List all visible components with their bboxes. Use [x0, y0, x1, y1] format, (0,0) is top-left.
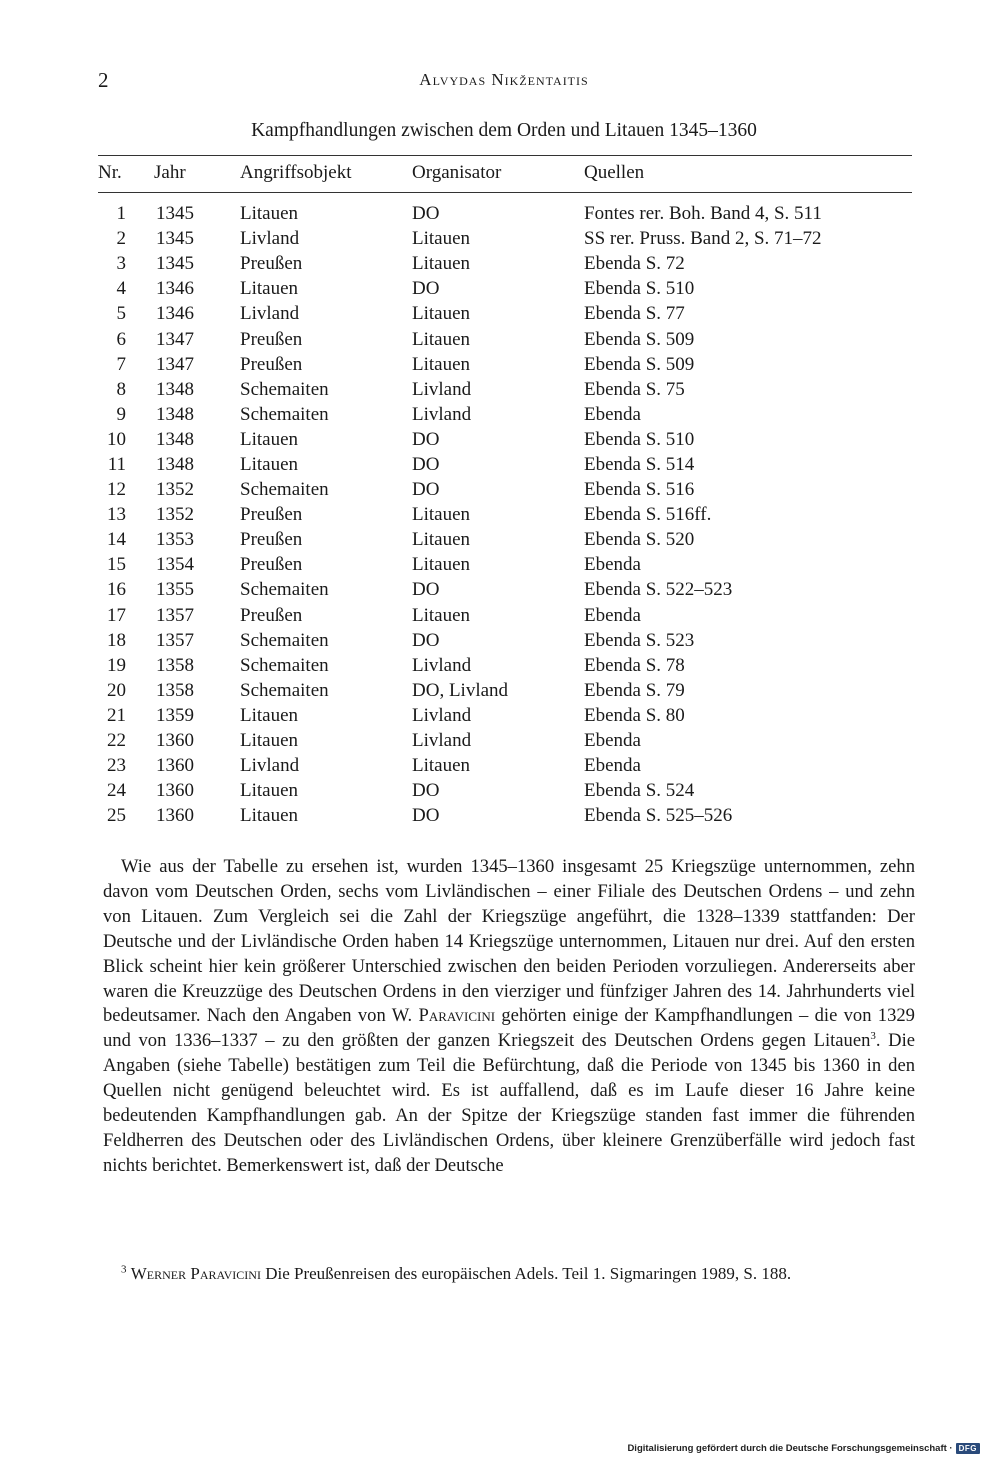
- cell-organisator: Litauen: [412, 328, 471, 350]
- table-row: [98, 653, 912, 678]
- cell-nr: 21: [107, 704, 126, 726]
- table-header: [98, 156, 912, 193]
- cell-jahr: 1352: [156, 479, 194, 501]
- cell-organisator: Litauen: [412, 604, 471, 626]
- cell-angriffsobjekt: Livland: [240, 228, 300, 250]
- cell-nr: 4: [116, 278, 126, 300]
- cell-quellen: Ebenda S. 524: [584, 780, 695, 802]
- cell-jahr: 1348: [156, 378, 194, 400]
- cell-quellen: Ebenda: [584, 604, 641, 626]
- cell-nr: 19: [107, 654, 126, 676]
- cell-nr: 11: [107, 453, 126, 475]
- cell-angriffsobjekt: Schemaiten: [240, 629, 329, 651]
- body-text-part-3: . Die Angaben (siehe Tabelle) bestätigen zum Teil die Befürchtung, daß die Periode von 1345 bis 1360 in den Quellen nicht genügend beleuchtet wird. Es ist auffallend, daß es im Laufe dieser 16 Jahre keine bedeutenden Kampfhandlungen gab. An der Spitze der Kriegszüge standen fast immer die führenden Feldherren des Deutschen oder des Livländischen Ordens, über kleinere Grenzüberfälle wird jedoch fast nichts berichtet. Bemerkenswert ist, daß der Deutsche: [103, 1030, 915, 1176]
- cell-jahr: 1358: [156, 679, 194, 701]
- dfg-logo-icon: DFG: [956, 1443, 980, 1454]
- cell-jahr: 1360: [156, 780, 194, 802]
- cell-angriffsobjekt: Preußen: [240, 504, 303, 526]
- cell-angriffsobjekt: Schemaiten: [240, 403, 329, 425]
- cell-nr: 15: [107, 554, 126, 576]
- table-row: [98, 326, 912, 351]
- table-row: [98, 427, 912, 452]
- table-row: [98, 301, 912, 326]
- cell-jahr: 1346: [156, 303, 194, 325]
- cell-quellen: Ebenda S. 72: [584, 253, 685, 275]
- digitization-credit: [627, 1443, 980, 1454]
- cell-organisator: Litauen: [412, 253, 471, 275]
- cell-jahr: 1357: [156, 629, 194, 651]
- cell-organisator: DO: [412, 805, 440, 827]
- cell-nr: 1: [116, 203, 126, 225]
- cell-organisator: Litauen: [412, 529, 471, 551]
- cell-organisator: Litauen: [412, 228, 471, 250]
- cell-organisator: DO: [412, 780, 440, 802]
- cell-organisator: DO: [412, 479, 440, 501]
- cell-angriffsobjekt: Preußen: [240, 328, 303, 350]
- column-header-quellen: Quellen: [584, 156, 912, 193]
- body-paragraph: [103, 855, 915, 1179]
- cell-angriffsobjekt: Preußen: [240, 604, 303, 626]
- cell-angriffsobjekt: Schemaiten: [240, 654, 329, 676]
- cell-nr: 10: [107, 428, 126, 450]
- table-row: [98, 603, 912, 628]
- table-row: [98, 728, 912, 753]
- table-row: [98, 502, 912, 527]
- cell-angriffsobjekt: Schemaiten: [240, 579, 329, 601]
- cell-jahr: 1347: [156, 328, 194, 350]
- footnote-reference: 3: [870, 1030, 876, 1043]
- cell-quellen: Ebenda S. 523: [584, 629, 695, 651]
- cell-angriffsobjekt: Litauen: [240, 730, 299, 752]
- cell-quellen: Ebenda S. 520: [584, 529, 695, 551]
- cell-quellen: Ebenda S. 509: [584, 328, 695, 350]
- column-header-angriffsobjekt: Angriffsobjekt: [240, 156, 412, 193]
- author-name-small-caps: Paravicini: [418, 1005, 496, 1027]
- running-head: Alvydas Nikžentaitis: [419, 70, 589, 89]
- cell-quellen: Ebenda S. 77: [584, 303, 685, 325]
- cell-nr: 12: [107, 479, 126, 501]
- cell-angriffsobjekt: Livland: [240, 755, 300, 777]
- cell-jahr: 1347: [156, 353, 194, 375]
- table-header-row: [98, 156, 912, 193]
- cell-quellen: Ebenda S. 510: [584, 428, 695, 450]
- cell-organisator: Litauen: [412, 554, 471, 576]
- cell-angriffsobjekt: Schemaiten: [240, 378, 329, 400]
- table-row: [98, 552, 912, 577]
- cell-quellen: Ebenda S. 75: [584, 378, 685, 400]
- cell-organisator: Litauen: [412, 353, 471, 375]
- cell-nr: 14: [107, 529, 126, 551]
- cell-jahr: 1345: [156, 203, 194, 225]
- cell-quellen: Ebenda: [584, 554, 641, 576]
- cell-jahr: 1348: [156, 453, 194, 475]
- footnote-number: 3: [121, 1263, 127, 1276]
- cell-jahr: 1345: [156, 228, 194, 250]
- cell-nr: 7: [116, 353, 126, 375]
- cell-quellen: Ebenda S. 78: [584, 654, 685, 676]
- cell-quellen: Ebenda S. 516ff.: [584, 504, 712, 526]
- cell-nr: 8: [116, 378, 126, 400]
- table-row: [98, 226, 912, 251]
- cell-nr: 5: [116, 303, 126, 325]
- cell-nr: 24: [107, 780, 126, 802]
- table-row: [98, 753, 912, 778]
- cell-jahr: 1360: [156, 755, 194, 777]
- table-body: [98, 193, 912, 829]
- cell-nr: 17: [107, 604, 126, 626]
- cell-jahr: 1360: [156, 730, 194, 752]
- table-row: [98, 678, 912, 703]
- cell-organisator: Litauen: [412, 755, 471, 777]
- cell-angriffsobjekt: Schemaiten: [240, 679, 329, 701]
- cell-jahr: 1358: [156, 654, 194, 676]
- footnote-text: Die Preußenreisen des europäischen Adels. Teil 1. Sigmaringen 1989, S. 188.: [260, 1264, 792, 1283]
- cell-quellen: Ebenda: [584, 730, 641, 752]
- table-row: [98, 527, 912, 552]
- cell-organisator: DO: [412, 579, 440, 601]
- cell-quellen: Ebenda S. 522–523: [584, 579, 733, 601]
- cell-organisator: DO: [412, 428, 440, 450]
- page-number: 2: [98, 68, 109, 92]
- cell-angriffsobjekt: Litauen: [240, 453, 299, 475]
- cell-angriffsobjekt: Litauen: [240, 203, 299, 225]
- table-title: Kampfhandlungen zwischen dem Orden und Litauen 1345–1360: [251, 120, 757, 141]
- body-text-part-1: Wie aus der Tabelle zu ersehen ist, wurden 1345–1360 insgesamt 25 Kriegszüge unternommen, zehn davon vom Deutschen Orden, sechs vom Livländischen – einer Filiale des Deutschen Ordens – und zehn von Litauen. Zum Vergleich sei die Zahl der Kriegszüge angeführt, die 1328–1339 stattfanden: Der Deutsche und der Livländische Orden haben 14 Kriegszüge unternommen, Litauen nur drei. Auf den ersten Blick scheint hier kein größerer Unterschied zwischen den beiden Perioden vorzuliegen. Andererseits aber waren die Kreuzzüge des Deutschen Ordens in den vierziger und fünfziger Jahren des 14. Jahrhunderts viel bedeutsamer. Nach den Angaben von W.: [103, 856, 915, 1027]
- cell-nr: 9: [116, 403, 126, 425]
- table-row: [98, 628, 912, 653]
- table-row: [98, 193, 912, 227]
- cell-jahr: 1359: [156, 704, 194, 726]
- cell-quellen: Ebenda S. 516: [584, 479, 695, 501]
- table-row: [98, 477, 912, 502]
- cell-organisator: Livland: [412, 378, 472, 400]
- cell-organisator: DO: [412, 629, 440, 651]
- digitization-credit-text: Digitalisierung gefördert durch die Deutsche Forschungsgemeinschaft ·: [627, 1443, 953, 1454]
- cell-nr: 25: [107, 805, 126, 827]
- table-row: [98, 803, 912, 828]
- cell-organisator: Livland: [412, 403, 472, 425]
- column-header-organisator: Organisator: [412, 156, 584, 193]
- cell-jahr: 1345: [156, 253, 194, 275]
- cell-angriffsobjekt: Livland: [240, 303, 300, 325]
- page-header: [98, 68, 910, 98]
- cell-quellen: Ebenda S. 79: [584, 679, 685, 701]
- table-row: [98, 402, 912, 427]
- table-row: [98, 276, 912, 301]
- cell-organisator: DO, Livland: [412, 679, 509, 701]
- footnote-author: Werner Paravicini: [130, 1264, 261, 1283]
- cell-nr: 16: [107, 579, 126, 601]
- cell-quellen: Ebenda S. 509: [584, 353, 695, 375]
- cell-quellen: Ebenda S. 514: [584, 453, 695, 475]
- cell-angriffsobjekt: Litauen: [240, 428, 299, 450]
- cell-quellen: SS rer. Pruss. Band 2, S. 71–72: [584, 228, 822, 250]
- cell-organisator: Livland: [412, 704, 472, 726]
- cell-organisator: DO: [412, 453, 440, 475]
- cell-jahr: 1355: [156, 579, 194, 601]
- cell-jahr: 1352: [156, 504, 194, 526]
- cell-angriffsobjekt: Litauen: [240, 704, 299, 726]
- table-row: [98, 703, 912, 728]
- cell-organisator: Livland: [412, 730, 472, 752]
- column-header-nr: Nr.: [98, 156, 154, 193]
- cell-angriffsobjekt: Litauen: [240, 278, 299, 300]
- table-row: [98, 452, 912, 477]
- cell-jahr: 1348: [156, 428, 194, 450]
- table-row: [98, 577, 912, 602]
- campaign-table: [98, 155, 912, 828]
- cell-nr: 6: [116, 328, 126, 350]
- table-row: [98, 778, 912, 803]
- cell-organisator: Livland: [412, 654, 472, 676]
- cell-organisator: Litauen: [412, 504, 471, 526]
- cell-nr: 13: [107, 504, 126, 526]
- cell-angriffsobjekt: Litauen: [240, 780, 299, 802]
- cell-nr: 3: [116, 253, 126, 275]
- footnote: [103, 1262, 915, 1285]
- cell-quellen: Ebenda: [584, 755, 641, 777]
- cell-quellen: Ebenda S. 525–526: [584, 805, 733, 827]
- cell-nr: 23: [107, 755, 126, 777]
- cell-jahr: 1348: [156, 403, 194, 425]
- table-row: [98, 352, 912, 377]
- cell-angriffsobjekt: Preußen: [240, 353, 303, 375]
- cell-jahr: 1354: [156, 554, 194, 576]
- cell-jahr: 1357: [156, 604, 194, 626]
- cell-angriffsobjekt: Preußen: [240, 253, 303, 275]
- cell-angriffsobjekt: Preußen: [240, 554, 303, 576]
- cell-quellen: Ebenda S. 80: [584, 704, 685, 726]
- cell-nr: 20: [107, 679, 126, 701]
- cell-organisator: Litauen: [412, 303, 471, 325]
- cell-angriffsobjekt: Litauen: [240, 805, 299, 827]
- cell-organisator: DO: [412, 203, 440, 225]
- table-row: [98, 251, 912, 276]
- cell-angriffsobjekt: Schemaiten: [240, 479, 329, 501]
- cell-jahr: 1353: [156, 529, 194, 551]
- cell-quellen: Fontes rer. Boh. Band 4, S. 511: [584, 203, 822, 225]
- cell-quellen: Ebenda S. 510: [584, 278, 695, 300]
- cell-nr: 18: [107, 629, 126, 651]
- cell-angriffsobjekt: Preußen: [240, 529, 303, 551]
- cell-organisator: DO: [412, 278, 440, 300]
- column-header-jahr: Jahr: [154, 156, 240, 193]
- cell-nr: 22: [107, 730, 126, 752]
- cell-nr: 2: [116, 228, 126, 250]
- body-text-part-2: gehörten einige der Kampfhandlungen – die von 1329 und von 1336–1337 – zu den größten der ganzen Kriegszeit des Deutschen Ordens gegen Litauen: [103, 1005, 915, 1052]
- cell-jahr: 1360: [156, 805, 194, 827]
- table-row: [98, 377, 912, 402]
- cell-jahr: 1346: [156, 278, 194, 300]
- cell-quellen: Ebenda: [584, 403, 641, 425]
